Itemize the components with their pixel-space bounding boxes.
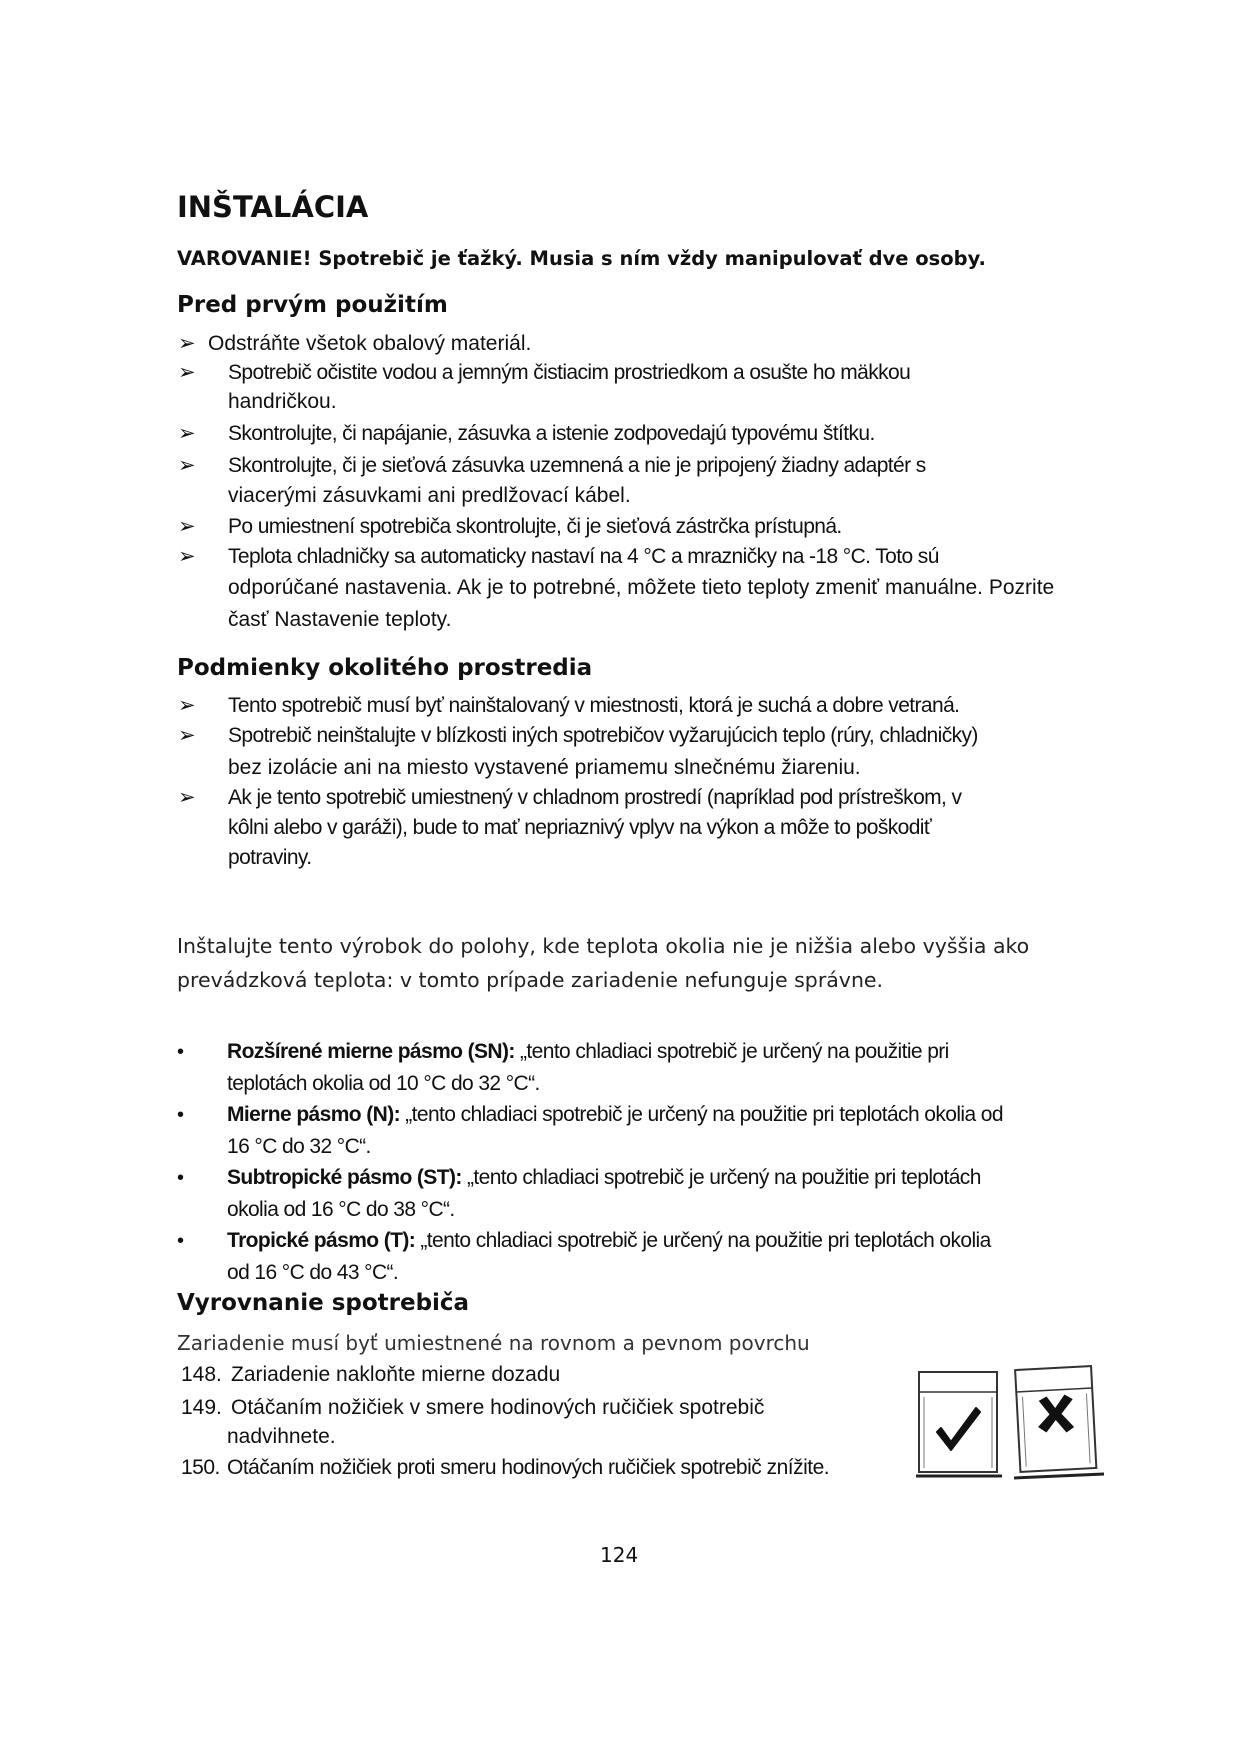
arrow-bullet-icon: ➢ xyxy=(178,786,196,809)
bullet-icon: • xyxy=(177,1041,185,1063)
page-title: INŠTALÁCIA xyxy=(177,190,369,224)
arrow-bullet-icon: ➢ xyxy=(178,454,196,477)
arrow-bullet-icon: ➢ xyxy=(178,694,196,717)
section-heading-leveling: Vyrovnanie spotrebiča xyxy=(177,1290,470,1316)
arrow-bullet-icon: ➢ xyxy=(178,332,196,355)
arrow-bullet-icon: ➢ xyxy=(178,724,196,747)
leveling-illustration xyxy=(916,1360,1106,1485)
section-heading-before-first-use: Pred prvým použitím xyxy=(177,292,448,318)
page-number: 124 xyxy=(600,1543,639,1567)
level-appliance-figure xyxy=(916,1372,1002,1476)
arrow-bullet-icon: ➢ xyxy=(178,422,196,445)
paragraph-line: Inštalujte tento výrobok do polohy, kde teplota okolia nie je nižšia alebo vyššia ako xyxy=(177,934,1030,958)
tilted-appliance-figure xyxy=(1015,1366,1096,1472)
section-heading-ambient-conditions: Podmienky okolitého prostredia xyxy=(177,655,593,681)
warning-text: VAROVANIE! Spotrebič je ťažký. Musia s ním vždy manipulovať dve osoby. xyxy=(177,247,986,270)
bullet-icon: • xyxy=(177,1104,185,1126)
arrow-bullet-icon: ➢ xyxy=(178,361,196,384)
paragraph-line: prevádzková teplota: v tomto prípade zariadenie nefunguje správne. xyxy=(177,968,884,992)
bullet-icon: • xyxy=(177,1167,185,1189)
page: INŠTALÁCIA VAROVANIE! Spotrebič je ťažký. Musia s ním vždy manipulovať dve osoby. Pred prvým použitím ➢ Odstráňte všetok obalový materiál. ➢ Spotrebič očistite vodou a jemným čistiacim prostriedkom a osušte ho mäkkou handričkou. ➢ Skontrolujte, či napájanie, zásuvka a istenie zodpovedajú typovému štítku. ➢ Skontrolujte, či je sieťová zásuvka uzemnená a nie je pripojený žiadny adaptér s viacerými zásuvkami ani predlžovací kábel. ➢ Po umiestnení spotrebiča skontrolujte, či je sieťová zástrčka prístupná. ➢ Teplota chladničky sa automaticky nastaví na 4 °C a mrazničky na -18 °C. Toto sú odporúčané nastavenia. Ak je to potrebné, môžete tieto teploty zmeniť manuálne. Pozrite časť Nastavenie teploty. Podmienky okolitého prostredia ➢ Tento spotrebič musí byť nainštalovaný v miestnosti, ktorá je suchá a dobre vetraná. ➢ Spotrebič neinštalujte v blízkosti iných spotrebičov vyžarujúcich teplo (rúry, chladničky) bez izolácie ani na miesto vystavené priamemu slnečnému žiareniu. ➢ Ak je tento spotrebič umiestnený v chladnom prostredí (napríklad pod prístreškom, v kôlni alebo v garáži), bude to mať nepriaznivý vplyv na výkon a môže to poškodiť potraviny. Inštalujte tento výrobok do polohy, kde teplota okolia nie je nižšia alebo vyššia ako prevádzková teplota: v tomto prípade zariadenie nefunguje správne. • Rozšírené mierne pásmo (SN): „tento chladiaci spotrebič je určený na použitie pri teplotách okolia od 10 °C do 32 °C“. • Mierne pásmo (N): „tento chladiaci spotrebič je určený na použitie pri teplotách okolia od 16 °C do 32 °C“. • Subtropické pásmo (ST): „tento chladiaci spotrebič je určený na použitie pri teplotách okolia od 16 °C do 38 °C“. • Tropické pásmo (T): „tento chladiaci spotrebič je určený na použitie pri teplotách okolia od 16 °C do 43 °C“. Vyrovnanie spotrebiča Zariadenie musí byť umiestnené na rovnom a pevnom povrchu 148. Zariadenie nakloňte mierne dozadu 149. Otáčaním nožičiek v smere hodinových ručičiek spotrebič nadvihnete. 150. Otáčaním nožičiek proti smeru hodinových ručičiek spotrebič znížite. 124 xyxy=(0,0,1241,1754)
arrow-bullet-icon: ➢ xyxy=(178,515,196,538)
bullet-icon: • xyxy=(177,1230,185,1252)
leveling-intro: Zariadenie musí byť umiestnené na rovnom a pevnom povrchu xyxy=(177,1331,810,1355)
arrow-bullet-icon: ➢ xyxy=(178,545,196,568)
